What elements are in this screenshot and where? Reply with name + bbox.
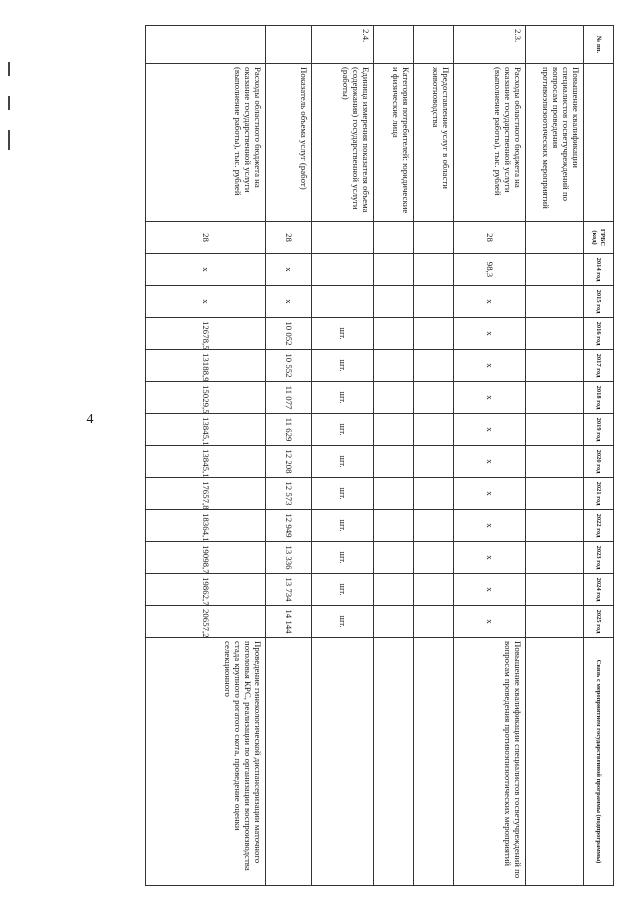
year-value [526,446,584,478]
year-value [526,350,584,382]
year-value [526,286,584,318]
year-value: 18364,1 [146,510,266,542]
grbs-code: 28 [454,222,526,254]
year-value: шт. [312,478,374,510]
year-value [526,542,584,574]
year-value [374,414,414,446]
year-value [312,286,374,318]
year-value: шт. [312,446,374,478]
section-number [266,26,312,64]
section-number [414,26,454,64]
table-row [266,26,312,886]
year-value [414,350,454,382]
grbs-code [312,222,374,254]
year-value: 11 629 [266,414,312,446]
year-value [414,254,454,286]
year-value: x [454,350,526,382]
year-value [414,286,454,318]
section-number: 2.3. [454,26,526,64]
year-value [414,414,454,446]
year-value: шт. [312,606,374,638]
year-value: шт. [312,414,374,446]
year-value [526,574,584,606]
header-year: 2015 год [584,286,614,318]
year-value [312,254,374,286]
year-value [414,542,454,574]
year-value [374,606,414,638]
year-value [374,286,414,318]
year-value: 13188,9 [146,350,266,382]
program-link: Проведение гинекологической диспансеризации маточного поголовья КРС, реализации по организации воспроизводства стада крупного рогатого скота, проведение оценки селекционного [146,638,266,886]
year-value [526,510,584,542]
rotated-table-frame [146,25,614,885]
scan-mark [8,62,10,76]
year-value: шт. [312,382,374,414]
section-number [146,26,266,64]
year-value [526,318,584,350]
program-link: Повышение квалификации специалистов госветучреждений по вопросам проведения противоэпизоотических мероприятий [454,638,526,886]
grbs-code [526,222,584,254]
header-name [584,64,614,222]
year-value [414,510,454,542]
scan-mark [8,130,10,150]
year-value [414,382,454,414]
program-link [526,638,584,886]
indicator-name: Категория потребителей: юридические и физические лица [374,64,414,222]
year-value [374,382,414,414]
header-year: 2025 год [584,606,614,638]
year-value [414,606,454,638]
year-value: 19098,7 [146,542,266,574]
year-value [526,254,584,286]
year-value [526,606,584,638]
year-value: 14 144 [266,606,312,638]
year-value: x [454,446,526,478]
header-year: 2014 год [584,254,614,286]
year-value [526,382,584,414]
year-value: 19862,7 [146,574,266,606]
year-value: x [454,542,526,574]
table-row [454,26,526,886]
year-value: x [266,286,312,318]
year-value [414,574,454,606]
header-link: Связь с мероприятием государственной программы (подпрограммы) [584,638,614,886]
header-year: 2018 год [584,382,614,414]
year-value: x [146,254,266,286]
year-value: 10 552 [266,350,312,382]
year-value: x [146,286,266,318]
indicator-name: Расходы областного бюджета на оказание государственной услуги (выполнение работы), тыс. рублей [454,64,526,222]
year-value: 12678,5 [146,318,266,350]
year-value [526,414,584,446]
year-value: x [266,254,312,286]
page-number: 4 [86,412,94,427]
indicator-name: Единица измерения показателя объема (содержания) государственной услуги (работы) [312,64,374,222]
table-row [312,26,374,886]
year-value: x [454,478,526,510]
table-row [526,26,584,886]
year-value: 20657,2 [146,606,266,638]
year-value: x [454,286,526,318]
year-value: 13 734 [266,574,312,606]
year-value: 11 077 [266,382,312,414]
year-value [374,446,414,478]
header-grbs: ГРБС (код) [584,222,614,254]
header-num: № пп. [584,26,614,64]
year-value: x [454,318,526,350]
indicator-name: Показатель объема услуг (работ) [266,64,312,222]
program-link [374,638,414,886]
grbs-code [414,222,454,254]
year-value: 13845,1 [146,414,266,446]
year-value: 12 573 [266,478,312,510]
header-year: 2021 год [584,478,614,510]
table-row [146,26,266,886]
year-value: 13845,1 [146,446,266,478]
year-value [374,510,414,542]
year-value [414,478,454,510]
year-value: шт. [312,510,374,542]
year-value: 13 336 [266,542,312,574]
year-value [374,254,414,286]
year-value: шт. [312,318,374,350]
program-link [266,638,312,886]
indicator-name: Расходы областного бюджета на оказание государственной услуги (выполнение работы), тыс. рублей [146,64,266,222]
header-year: 2023 год [584,542,614,574]
indicator-name: Предоставление услуг в области животноводства [414,64,454,222]
header-year: 2016 год [584,318,614,350]
scan-mark [8,96,10,110]
year-value: 17657,8 [146,478,266,510]
header-year: 2022 год [584,510,614,542]
year-value: шт. [312,542,374,574]
indicator-name: Повышение квалификации специалистов госветучреждений по вопросам проведения противоэпизоотических мероприятий [526,64,584,222]
header-year: 2017 год [584,350,614,382]
year-value [374,574,414,606]
year-value: x [454,574,526,606]
grbs-code: 28 [146,222,266,254]
section-number [374,26,414,64]
year-value: x [454,414,526,446]
year-value: шт. [312,350,374,382]
year-value: 12 208 [266,446,312,478]
year-value: 15029,5 [146,382,266,414]
program-link [312,638,374,886]
header-year: 2020 год [584,446,614,478]
program-link [414,638,454,886]
year-value [374,478,414,510]
table-row [374,26,414,886]
year-value: 10 052 [266,318,312,350]
section-number [526,26,584,64]
year-value: x [454,510,526,542]
year-value: x [454,382,526,414]
table-row [414,26,454,886]
year-value [374,350,414,382]
program-indicators-table [145,25,614,886]
header-year: 2024 год [584,574,614,606]
grbs-code [374,222,414,254]
header-year: 2019 год [584,414,614,446]
year-value [526,478,584,510]
year-value: x [454,606,526,638]
year-value: 12 949 [266,510,312,542]
year-value: 98,3 [454,254,526,286]
year-value [374,542,414,574]
year-value [414,446,454,478]
grbs-code: 28 [266,222,312,254]
year-value [374,318,414,350]
year-value: шт. [312,574,374,606]
section-number: 2.4. [312,26,374,64]
year-value [414,318,454,350]
